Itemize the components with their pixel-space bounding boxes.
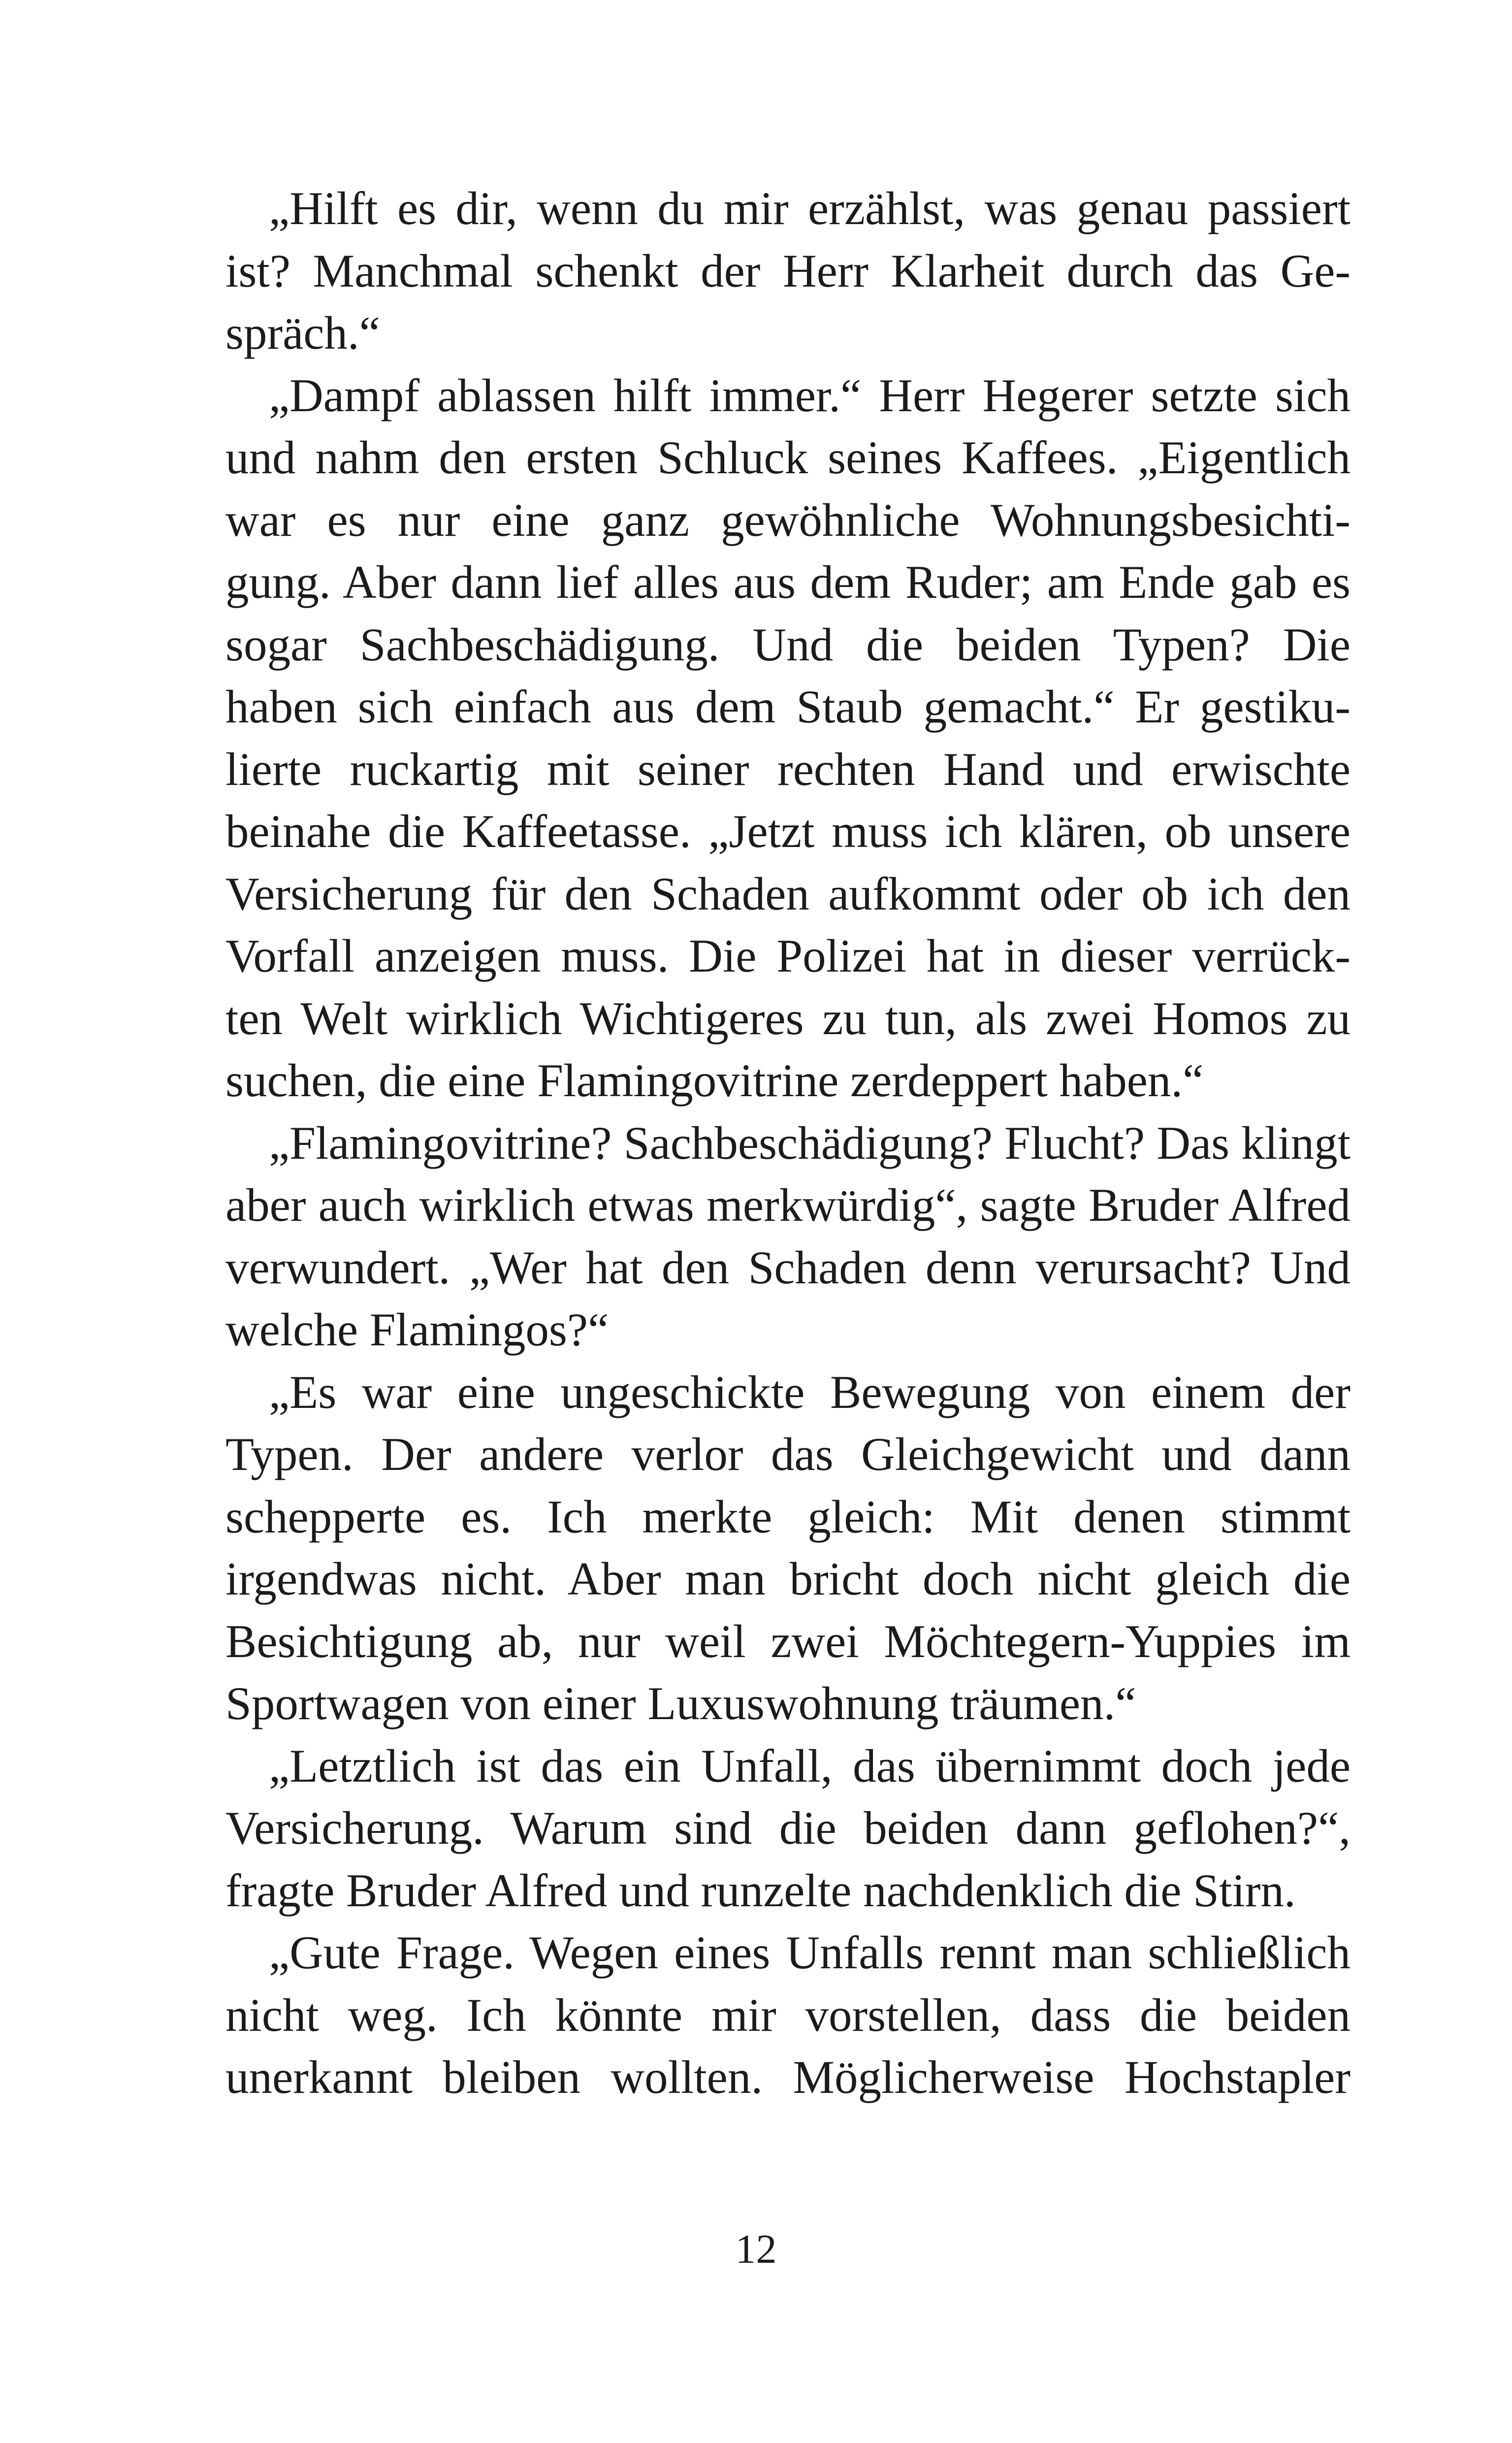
text-line: Sportwagen von einer Luxuswohnung träumen.“ [225,1677,1136,1729]
text-line: „Es war eine ungeschickte Bewegung von einem der [269,1366,1351,1418]
text-line: schepperte es. Ich merkte gleich: Mit denen stimmt [225,1490,1351,1543]
text-line: lierte ruckartig mit seiner rechten Hand und erwischte [225,743,1351,795]
text-line: Vorfall anzeigen muss. Die Polizei hat in dieser verrück- [225,930,1351,982]
page-number: 12 [735,2226,777,2272]
text-line: verwundert. „Wer hat den Schaden denn verursacht? Und [225,1241,1351,1294]
text-line: „Letztlich ist das ein Unfall, das übernimmt doch jede [269,1739,1351,1792]
text-line: Versicherung. Warum sind die beiden dann geflohen?“, [225,1802,1351,1854]
text-line: „Dampf ablassen hilft immer.“ Herr Hegerer setzte sich [269,369,1351,422]
text-line: nicht weg. Ich könnte mir vorstellen, dass die beiden [225,1988,1351,2041]
text-line: spräch.“ [225,307,380,359]
text-line: suchen, die eine Flamingovitrine zerdeppert haben.“ [225,1054,1204,1107]
text-line: aber auch wirklich etwas merkwürdig“, sagte Bruder Alfred [225,1179,1351,1231]
text-line: gung. Aber dann lief alles aus dem Ruder; am Ende gab es [225,556,1351,608]
body-text [225,177,1351,2109]
text-line: „Gute Frage. Wegen eines Unfalls rennt man schließlich [269,1926,1351,1979]
text-line: „Hilft es dir, wenn du mir erzählst, was genau passiert [269,182,1351,234]
text-line: Versicherung für den Schaden aufkommt oder ob ich den [225,867,1351,920]
text-line: haben sich einfach aus dem Staub gemacht.“ Er gestiku- [225,681,1351,733]
text-line: ist? Manchmal schenkt der Herr Klarheit durch das Ge- [225,244,1351,297]
text-line: war es nur eine ganz gewöhnliche Wohnungsbesichti- [225,493,1351,546]
text-line: und nahm den ersten Schluck seines Kaffees. „Eigentlich [225,431,1351,484]
text-line: fragte Bruder Alfred und runzelte nachdenklich die Stirn. [225,1864,1296,1917]
text-line: beinahe die Kaffeetasse. „Jetzt muss ich klären, ob unsere [225,805,1351,857]
text-line: sogar Sachbeschädigung. Und die beiden Typen? Die [225,618,1351,671]
text-line: Typen. Der andere verlor das Gleichgewicht und dann [225,1428,1351,1480]
text-line: welche Flamingos?“ [225,1303,609,1356]
text-line: ten Welt wirklich Wichtigeres zu tun, als zwei Homos zu [225,992,1351,1044]
text-line: „Flamingovitrine? Sachbeschädigung? Flucht? Das klingt [269,1116,1351,1169]
text-line: unerkannt bleiben wollten. Möglicherweise Hochstapler [225,2051,1351,2103]
text-line: Besichtigung ab, nur weil zwei Möchtegern-Yuppies im [225,1615,1351,1667]
text-line: irgendwas nicht. Aber man bricht doch nicht gleich die [225,1553,1351,1605]
